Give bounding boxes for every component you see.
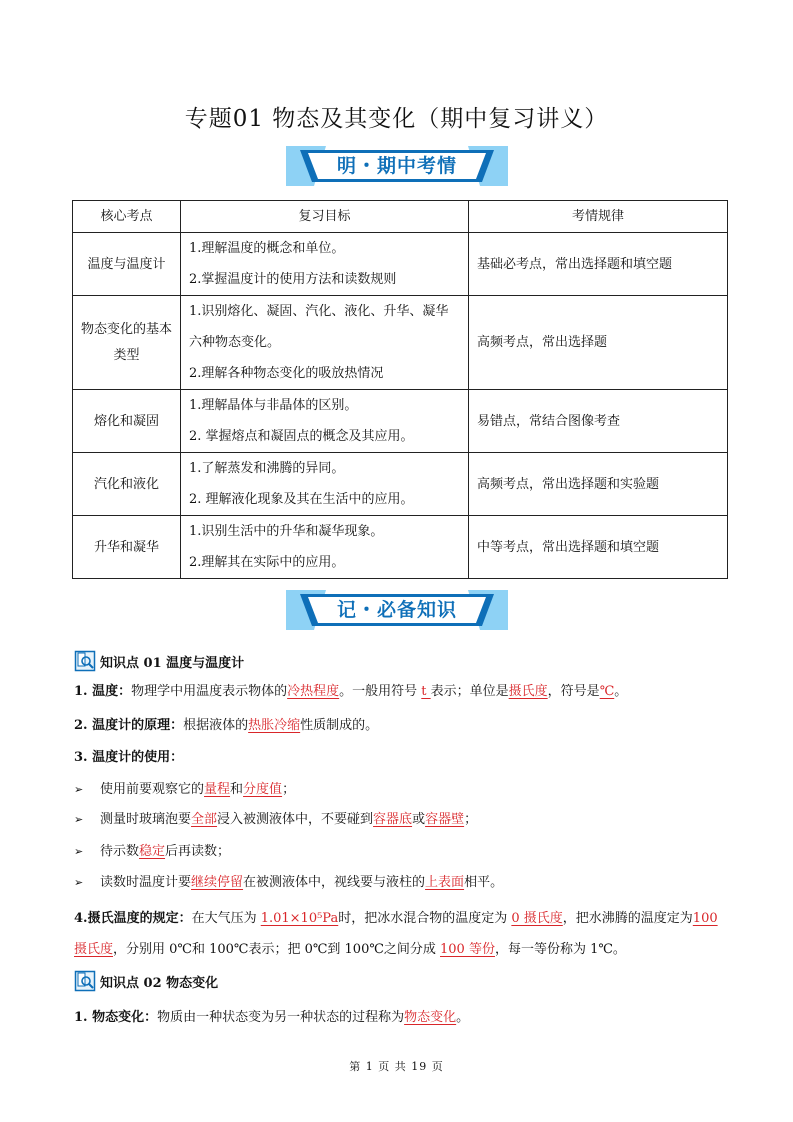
text: 或: [412, 812, 426, 827]
paragraph-thermometer-principle: [74, 716, 726, 736]
knowledge-point-header: [74, 650, 244, 672]
paragraph-head: 1. 物态变化：: [74, 1010, 158, 1025]
pattern-cell: 中等考点，常出选择题和填空题: [469, 516, 728, 579]
paragraph-head: 3. 温度计的使用：: [74, 750, 184, 765]
text: 测量时玻璃泡要: [100, 812, 192, 827]
text: 在被测液体中，视线要与液柱的: [243, 875, 426, 890]
bullet-arrow-icon: ➢: [74, 876, 84, 889]
text: 根据液体的: [183, 718, 249, 733]
table-header: 复习目标: [181, 201, 469, 233]
answer-blank: ℃: [599, 684, 615, 699]
bullet-arrow-icon: ➢: [74, 813, 84, 826]
answer-blank: 全部: [191, 812, 218, 827]
goal-line: 六种物态变化。: [189, 335, 281, 350]
pattern-cell: 易错点，常结合图像考查: [469, 390, 728, 453]
bullet-arrow-icon: ➢: [74, 845, 84, 858]
bullet-item: [74, 810, 477, 830]
bullet-item: [74, 780, 295, 800]
text: 相平。: [464, 875, 504, 890]
goal-line: 2.理解各种物态变化的吸放热情况: [189, 366, 384, 381]
text: 。: [456, 1010, 470, 1025]
text: ，分别用 0℃和 100℃表示；把 0℃到 100℃之间分成: [113, 942, 441, 957]
goal-line: 2.理解其在实际中的应用。: [189, 555, 345, 570]
paragraph-head: 2. 温度计的原理：: [74, 718, 184, 733]
document-title: 专题01 物态及其变化（期中复习讲义）: [184, 106, 609, 132]
banner-exam-label: 明・期中考情: [336, 155, 457, 177]
pattern-cell: 高频考点，常出选择题: [469, 296, 728, 390]
text: ，把水沸腾的温度定为: [562, 911, 693, 926]
table-row: [73, 296, 728, 390]
table-header-row: [73, 201, 728, 233]
answer-blank: 1.01×10⁵Pa: [260, 911, 339, 926]
paragraph-head: 4.摄氏温度的规定：: [74, 911, 192, 926]
text: 性质制成的。: [300, 718, 379, 733]
knowledge-point-label: 知识点 01 温度与温度计: [100, 655, 245, 671]
text: 时，把冰水混合物的温度定为: [338, 911, 512, 926]
magnifier-book-icon: [74, 970, 96, 992]
topic-cell: 温度与温度计: [73, 233, 181, 296]
page-footer: 第 1 页 共 19 页: [349, 1060, 444, 1073]
text: 表示；单位是: [430, 684, 509, 699]
text: ；: [464, 812, 478, 827]
goal-line: 1.了解蒸发和沸腾的异同。: [189, 461, 345, 476]
goals-cell: [181, 296, 469, 390]
magnifier-book-icon: [74, 650, 96, 672]
goals-cell: [181, 233, 469, 296]
goal-line: 2. 掌握熔点和凝固点的概念及其应用。: [189, 429, 414, 444]
goal-line: 2.掌握温度计的使用方法和读数规则: [189, 272, 397, 287]
text: ；: [282, 782, 296, 797]
text: 在大气压为: [191, 911, 261, 926]
text: 。一般用符号: [339, 684, 422, 699]
knowledge-point-label: 知识点 02 物态变化: [100, 975, 219, 991]
goal-line: 1.识别生活中的升华和凝华现象。: [189, 524, 384, 539]
topic-cell: 熔化和凝固: [73, 390, 181, 453]
text: 后再读数；: [165, 844, 231, 859]
goal-line: 1.理解晶体与非晶体的区别。: [189, 398, 358, 413]
answer-blank: 摄氏度: [508, 684, 548, 699]
section-banner-knowledge: [286, 590, 508, 630]
goals-cell: [181, 516, 469, 579]
table-row: [73, 390, 728, 453]
answer-blank: 继续停留: [191, 875, 244, 890]
section-banner-exam: [286, 146, 508, 186]
table-header: 核心考点: [73, 201, 181, 233]
paragraph-temperature: [74, 682, 726, 702]
goal-line: 1.识别熔化、凝固、汽化、液化、升华、凝华: [189, 304, 449, 319]
text: 读数时温度计要: [100, 875, 192, 890]
bullet-arrow-icon: ➢: [74, 783, 84, 796]
topic-cell: 物态变化的基本类型: [73, 296, 181, 390]
text: 物质由一种状态变为另一种状态的过程称为: [157, 1010, 405, 1025]
table-row: [73, 516, 728, 579]
paragraph-state-change: [74, 1008, 726, 1028]
table-header: 考情规律: [469, 201, 728, 233]
pattern-cell: 基础必考点，常出选择题和填空题: [469, 233, 728, 296]
text: 物理学中用温度表示物体的: [131, 684, 288, 699]
text: 浸入被测液体中，不要碰到: [217, 812, 374, 827]
answer-blank: 热胀冷缩: [248, 718, 301, 733]
paragraph-head: 1. 温度：: [74, 684, 132, 699]
answer-blank: 物态变化: [404, 1010, 457, 1025]
text: 待示数: [100, 844, 140, 859]
paragraph-celsius-definition: [74, 903, 726, 965]
text: 。: [614, 684, 628, 699]
answer-blank: 稳定: [139, 844, 166, 859]
topic-cell: 升华和凝华: [73, 516, 181, 579]
text: 使用前要观察它的: [100, 782, 205, 797]
bullet-item: [74, 842, 230, 862]
goal-line: 1.理解温度的概念和单位。: [189, 241, 345, 256]
answer-blank: 上表面: [425, 875, 465, 890]
text: ，每一等份称为 1℃。: [494, 942, 626, 957]
answer-blank: 冷热程度: [287, 684, 340, 699]
bullet-item: [74, 873, 503, 893]
knowledge-point-header: [74, 970, 218, 992]
answer-blank: 分度值: [243, 782, 283, 797]
answer-blank: 量程: [204, 782, 231, 797]
answer-blank: t: [421, 684, 431, 699]
goals-cell: [181, 453, 469, 516]
banner-knowledge-label: 记・必备知识: [336, 599, 457, 621]
paragraph-thermometer-usage: [74, 748, 726, 768]
table-row: [73, 233, 728, 296]
pattern-cell: 高频考点，常出选择题和实验题: [469, 453, 728, 516]
answer-blank: 容器壁: [425, 812, 465, 827]
table-row: [73, 453, 728, 516]
topic-cell: 汽化和液化: [73, 453, 181, 516]
answer-blank: 100 等份: [440, 942, 495, 957]
text: 和: [230, 782, 244, 797]
goals-cell: [181, 390, 469, 453]
text: ，符号是: [547, 684, 600, 699]
answer-blank: 容器底: [373, 812, 413, 827]
answer-blank: 100 摄氏度: [74, 911, 718, 957]
exam-table: [72, 200, 728, 579]
goal-line: 2. 理解液化现象及其在生活中的应用。: [189, 492, 414, 507]
answer-blank: 0 摄氏度: [511, 911, 563, 926]
